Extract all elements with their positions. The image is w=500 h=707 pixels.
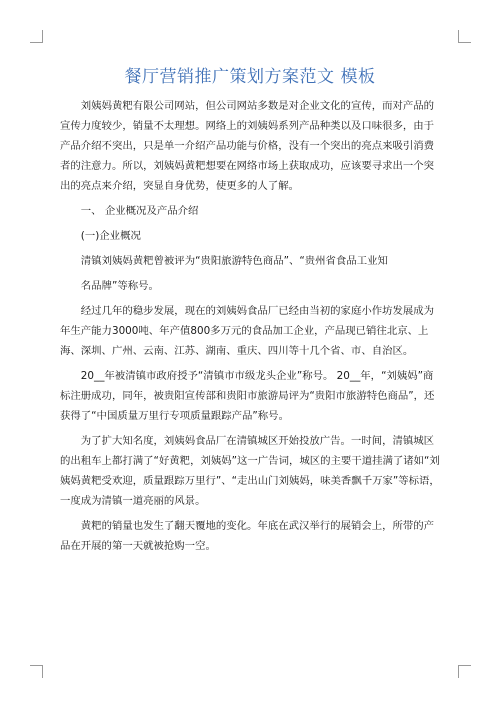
crop-mark-top-right	[458, 30, 471, 43]
paragraph-awards-line1: 清镇刘姨妈黄粑曾被评为“贵阳旅游特色商品”、“贵州省食品工业知	[80, 255, 388, 267]
crop-mark-top-left	[30, 30, 43, 43]
subsection-heading: (一)企业概况	[80, 230, 141, 242]
paragraph-intro: 刘姨妈黄粑有限公司网站，但公司网站多数是对企业文化的宣传，而对产品的宣传力度较少，销量不太理想。网络上的刘姨妈系列产品种类以及口味很多，由于产品介绍不突出，只是单一介绍产品功能与价格，没有一个突出的亮点来吸引消费者的注意力。所以，刘姨妈黄粑想要在网络市场上获取成功，应该要寻求出一个突出的亮点来介绍，突显自身优势，使更多的人了解。	[60, 100, 435, 192]
paragraph-development: 经过几年的稳步发展，现在的刘姨妈食品厂已经由当初的家庭小作坊发展成为年生产能力3000吨、年产值800多万元的食品加工企业，产品现已销往北京、上海、深圳、广州、云南、江苏、湖南、重庆、四川等十几个省、市、自治区。	[60, 305, 435, 357]
document-title: 餐厅营销推广策划方案范文 模板	[124, 67, 376, 87]
document-body	[60, 96, 442, 561]
paragraph-advertising: 为了扩大知名度，刘姨妈食品厂在清镇城区开始投放广告。一时间，清镇城区的出租车上都打满了“好黄粑，刘姨妈”这一广告词，城区的主要干道挂满了诸如“刘姨妈黄粑受欢迎，质量跟踪万里行”、“走出山门刘姨妈，味美香飘千万家”等标语，一度成为清镇一道亮丽的风景。	[60, 435, 440, 507]
paragraph-sales: 黄粑的销量也发生了翻天覆地的变化。年底在武汉举行的展销会上，所带的产品在开展的第一天就被抢购一空。	[60, 520, 435, 552]
crop-mark-bottom-left	[30, 665, 43, 678]
crop-mark-bottom-right	[458, 665, 471, 678]
paragraph-honors: 20__年被清镇市政府授予“清镇市市级龙头企业”称号。 20__年，“刘姨妈”商标注册成功，同年，被贵阳宣传部和贵阳市旅游局评为“贵阳市旅游特色商品”，还获得了“中国质量万里行专项质量跟踪产品”称号。	[60, 370, 435, 422]
paragraph-awards-line2: 名品牌”等称号。	[80, 280, 159, 292]
section-heading: 一、 企业概况及产品介绍	[80, 205, 199, 217]
